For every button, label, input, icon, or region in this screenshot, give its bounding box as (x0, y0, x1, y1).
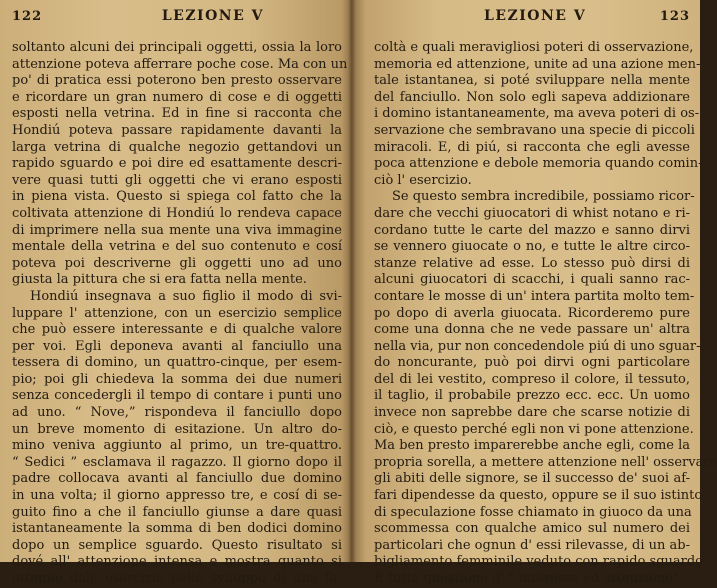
page-number: 123 (659, 9, 690, 24)
text-line: Hondiú poteva passare rapidamente davanti la (12, 122, 342, 138)
text-line: giusta la pittura che si era fatta nella mente. (12, 272, 307, 288)
left-page (0, 0, 352, 586)
text-line: po' di pratica essi poterono ben presto osservare (12, 73, 342, 89)
text-line: attenzione poteva afferrare poche cose. Ma con un (12, 56, 348, 72)
text-line: Se questo sembra incredibile, possiamo ricor- (392, 189, 695, 205)
text-line: pio; poi gli chiedeva la somma dei due numeri (12, 371, 342, 387)
text-line: Ma ben presto imparerebbe anche egli, come la (374, 438, 691, 454)
text-line: in una volta; il giorno appresso tre, e cosí di se- (12, 488, 342, 504)
page-number: 122 (12, 9, 43, 24)
book-gutter (348, 0, 356, 562)
text-line: soltanto alcuni dei principali oggetti, ossia la loro (12, 40, 342, 55)
text-line: e ricordare un gran numero di cose e di oggetti (12, 89, 342, 105)
text-line: Hondiú insegnava a suo figlio il modo di svi- (30, 288, 342, 304)
text-line: guito fino a che il fanciullo giunse a dare quasi (12, 504, 342, 520)
text-line: ottenne dall' esercizio nello sviluppo di una fa- (12, 571, 342, 586)
text-line: po dopo di averla giuocata. Ricorderemo pure (374, 305, 690, 321)
text-line: alcuni giuocatori di scacchi, i quali sanno rac- (374, 272, 690, 288)
text-line: fari dipendesse da questo, oppure se il suo istinto (374, 488, 703, 504)
text-line: se vennero giuocate o no, e tutte le altre circo- (374, 239, 690, 255)
text-line: tessera di domino, un quattro-cinque, per esem- (12, 355, 342, 371)
text-line: il taglio, il probabile prezzo ecc. ecc. Un uomo (374, 388, 690, 404)
right-page-header (374, 8, 690, 32)
text-line: esposti nella vetrina. Ed in fine si racconta che (12, 106, 342, 122)
text-line: gli abiti delle signore, se il successo de' suoi af- (374, 471, 690, 487)
text-line: dare che vecchi giuocatori di whist notano e ri- (374, 205, 690, 221)
left-page-text (12, 40, 348, 588)
text-line: nella via, pur non concedendole piú di uno sguar- (374, 338, 701, 354)
text-line: “ Sedici ” esclamava il ragazzo. Il giorno dopo il (12, 454, 342, 470)
text-line: di imprimere nella sua mente una viva immagine (12, 222, 342, 238)
text-line: senza concedergli il tempo di contare i punti uno (12, 388, 342, 404)
text-line: poteva poi descriverne gli oggetti uno ad uno (12, 255, 342, 271)
text-line: particolari che ognun d' essi rilevasse, di un ab- (374, 537, 690, 553)
running-head: LEZIONE V (161, 8, 264, 24)
text-line: servazione che sembravano una specie di piccoli (374, 122, 695, 138)
text-line: dopo un semplice sguardo. Questo risultato si (12, 537, 342, 553)
text-line: coltivata attenzione di Hondiú lo rendeva capace (12, 205, 342, 221)
text-line: rapido sguardo e poi dire ed esattamente descri- (12, 156, 342, 172)
text-line: luppare l' attenzione, con un esercizio semplice (12, 305, 342, 321)
right-page-text (374, 40, 717, 588)
text-line: dové all' attenzione intensa e mostra quanto si (12, 554, 342, 570)
text-line: contare le mosse di un' intera partita molto tem- (374, 288, 695, 304)
text-line: un breve momento di esitazione. Un altro do- (12, 421, 342, 437)
text-line: ciò, e questo perché egli non vi pone attenzione. (374, 421, 694, 437)
text-line: mentale della vetrina e del suo contenuto e cosí (12, 239, 342, 255)
text-line: i domino istantaneamente, ma aveva poteri di os- (374, 106, 700, 122)
text-line: scommessa con qualche amico sul numero dei (374, 521, 690, 537)
text-line: propria sorella, a mettere attenzione nell' osservare (374, 454, 717, 470)
text-line: padre collocava avanti al fanciullo due domino (12, 471, 342, 487)
text-line: che può essere interessante e di qualche valore (12, 322, 342, 338)
text-line: come una donna che ne vede passare un' altra (374, 322, 690, 338)
text-line: È tutta questione d' “ interesse ed attenzione”. (374, 571, 684, 586)
text-line: poca attenzione e debole memoria quando comin- (374, 156, 703, 172)
text-line: cordano tutte le carte del mazzo e sanno dirvi (374, 222, 690, 238)
text-line: miracoli. E, di piú, si racconta che egli avesse (374, 139, 690, 155)
text-line: del fanciullo. Non solo egli sapeva addizionare (374, 89, 690, 105)
text-line: do noncurante, può poi dirvi ogni particolare (374, 355, 690, 371)
text-line: tale istantanea, si poté sviluppare nella mente (374, 73, 690, 89)
text-line: stanze relative ad esse. Lo stesso può dirsi di (374, 255, 690, 271)
left-page-header (12, 8, 342, 32)
running-head: LEZIONE V (484, 8, 587, 24)
text-line: ad uno. “ Nove,” rispondeva il fanciullo dopo (12, 405, 342, 421)
text-line: larga vetrina di qualche negozio gettandovi un (12, 139, 342, 155)
right-page (352, 0, 717, 586)
text-line: in piena vista. Questo si spiega col fatto che la (12, 189, 342, 205)
text-line: mino veniva aggiunto al primo, un tre-quattro. (12, 438, 342, 454)
text-line: memoria ed attenzione, unite ad una azione men- (374, 56, 701, 72)
text-line: di speculazione fosse chiamato in giuoco da una (374, 504, 692, 520)
text-line: per voi. Egli deponeva avanti al fanciullo una (12, 338, 342, 354)
text-line: coltà e quali meravigliosi poteri di osservazione, (374, 40, 694, 55)
text-line: istantaneamente la somma di ben dodici domino (12, 521, 342, 537)
text-line: invece non saprebbe dare che scarse notizie di (374, 405, 690, 421)
text-line: del di lei vestito, compreso il colore, il tessuto, (374, 371, 690, 387)
text-line: ciò l' esercizio. (374, 172, 472, 188)
text-line: vere quasi tutti gli oggetti che vi erano esposti (12, 172, 342, 188)
text-line: bigliamento femminile veduto con rapido sguardo. (374, 554, 707, 570)
